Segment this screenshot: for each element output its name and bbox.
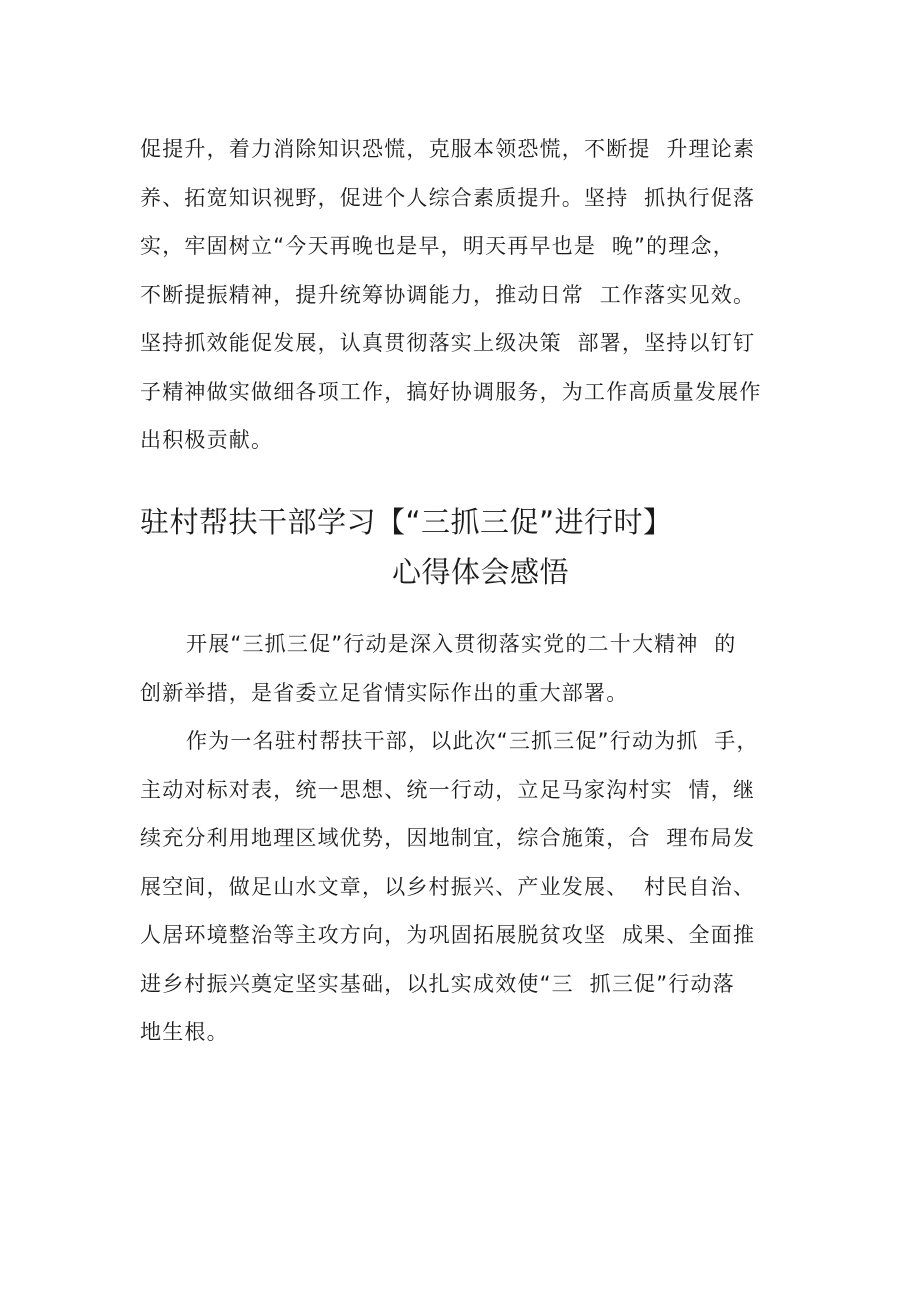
paragraph-2 [140, 717, 800, 1057]
text-line: 人居环境整治等主攻方向，为巩固拓展脱贫攻坚 成果、全面推 [140, 923, 756, 947]
paragraph-continued [140, 125, 800, 465]
text-line: 促提升，着力消除知识恐慌，克服本领恐慌，不断提 升理论素 [140, 137, 756, 161]
heading-line-2: 心得体会感悟 [392, 555, 570, 589]
text-line: 续充分利用地理区域优势，因地制宜，综合施策，合 理布局发 [140, 826, 756, 850]
text-line: 地生根。 [140, 1020, 229, 1044]
article-heading [140, 497, 820, 597]
heading-line-1: 驻村帮扶干部学习【“三抓三促”进行时】 [140, 505, 673, 539]
text-line: 创新举措，是省委立足省情实际作出的重大部署。 [140, 680, 629, 705]
text-line: 展空间，做足山水文章，以乡村振兴、产业发展、 村民自治、 [140, 874, 756, 899]
text-line: 作为一名驻村帮扶干部，以此次“三抓三促”行动为抓 手， [186, 729, 759, 753]
text-line: 子精神做实做细各项工作，搞好协调服务，为工作高质量发展作 [140, 379, 762, 404]
text-line: 不断提振精神，提升统筹协调能力，推动日常 工作落实见效。 [140, 282, 756, 307]
text-line: 坚持抓效能促发展，认真贯彻落实上级决策 部署，坚持以钉钉 [140, 331, 756, 355]
text-line: 开展“三抓三促”行动是深入贯彻落实党的二十大精神 的 [186, 632, 737, 656]
paragraph-1 [140, 620, 800, 717]
text-line: 养、拓宽知识视野，促进个人综合素质提升。坚持 抓执行促落 [140, 185, 756, 210]
text-line: 主动对标对表，统一思想、统一行动，立足马家沟村实 情，继 [140, 777, 756, 802]
text-line: 出积极贡献。 [140, 428, 274, 452]
text-line: 进乡村振兴奠定坚实基础，以扎实成效使“三 抓三促”行动落 [140, 971, 735, 996]
text-line: 实，牢固树立“今天再晚也是早，明天再早也是 晚”的理念， [140, 234, 735, 258]
